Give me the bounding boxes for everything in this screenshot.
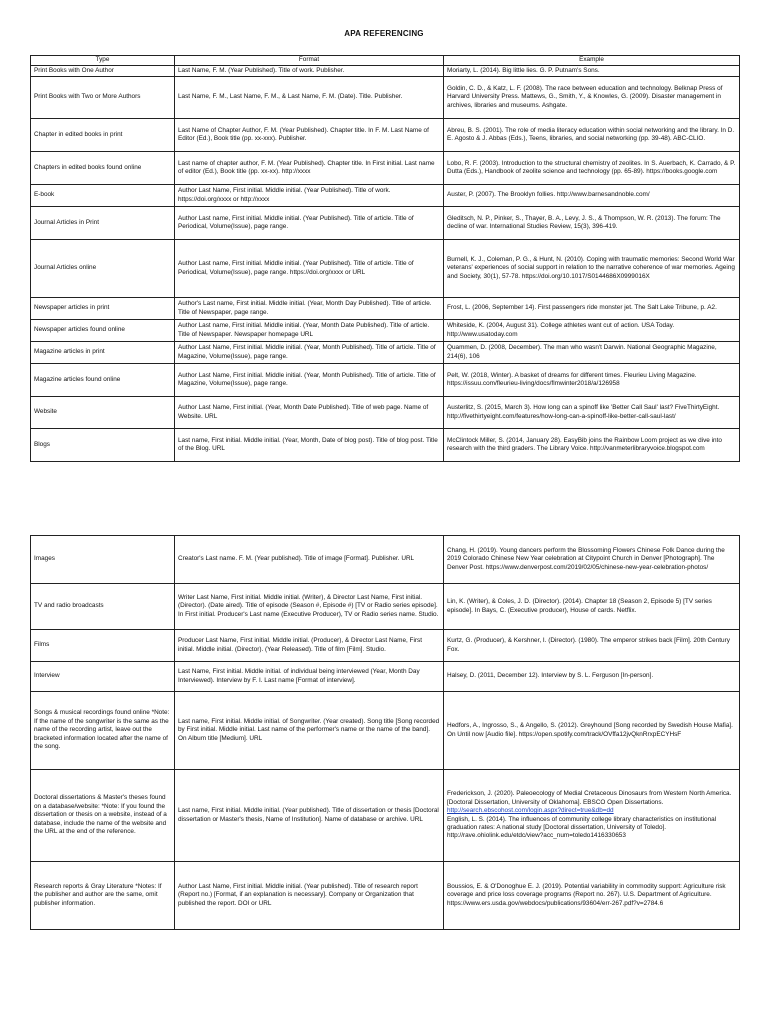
table-row <box>31 630 740 662</box>
table-row <box>31 397 740 429</box>
example-cell: Boussios, E. & O'Donoghue E. J. (2019). Potential variability in commodity support: Agriculture risk coverage and price loss coverage programs (Report no. 267). U.S. Department of Agriculture. https://www.ers.usda.gov/webdocs/publications/93604/err-267.pdf?v=2784.6 <box>444 862 740 930</box>
format-cell: Author Last Name, First initial. Middle initial. (Year published). Title of research report (Report no.) [Format, if an explanation is necessary]. Company or Organization that published the report. DOI or URL <box>175 862 444 930</box>
type-cell: Films <box>31 630 175 662</box>
type-cell: Images <box>31 536 175 584</box>
type-cell: Website <box>31 397 175 429</box>
type-cell: Print Books with Two or More Authors <box>31 77 175 119</box>
example-link[interactable]: http://search.ebscohost.com/login.aspx?direct=true&db=dd <box>447 807 614 815</box>
table-row <box>31 66 740 77</box>
format-cell: Last Name, First initial. Middle initial. of individual being interviewed (Year, Month Day Interviewed). Interview by F. I. Last name [Format of interview]. <box>175 662 444 692</box>
table-row <box>31 584 740 630</box>
example-cell: Goldin, C. D., & Katz, L. F. (2008). The race between education and technology. Belknap Press of Harvard University Press. Mattews, G., Smith, Y., & Knowles, G. (2009). Disaster management in archives, libraries and museums. Ashgate. <box>444 77 740 119</box>
table-row <box>31 770 740 862</box>
example-cell: McClintock Miller, S. (2014, January 28). EasyBib joins the Rainbow Loom project as we dive into research with the third graders. The Library Voice. http://vanmeterlibraryvoice.blogspot.com <box>444 429 740 462</box>
table-row <box>31 320 740 342</box>
type-cell: Print Books with One Author <box>31 66 175 77</box>
format-cell: Author Last Name, First initial. Middle initial. (Year, Month Published). Title of article. Title of Magazine, Volume(Issue), page range. <box>175 342 444 364</box>
example-cell: Hedfors, A., Ingrosso, S., & Angello, S. (2012). Greyhound [Song recorded by Swedish House Mafia]. On Until now [Audio file]. https://open.spotify.com/track/OVffa12jvQknRrxpECYHsF <box>444 692 740 770</box>
table-row <box>31 185 740 207</box>
format-cell: Last Name of Chapter Author, F. M. (Year Published). Chapter title. In F. M. Last Name of Editor (Ed.), Book title (pp. xx-xxx). Publisher. <box>175 119 444 152</box>
table-row <box>31 662 740 692</box>
table-row <box>31 342 740 364</box>
example-cell: Austerlitz, S. (2015, March 3). How long can a spinoff like 'Better Call Saul' last? FiveThirtyEight. http://fivethirtyeight.com/features/how-long-can-a-spinoff-like-better-call-saul-last/ <box>444 397 740 429</box>
table-row <box>31 240 740 298</box>
table-header-row <box>31 56 740 66</box>
example-text: Frederickson, J. (2020). Paleoecology of Medial Cretaceous Dinosaurs from Western North America. [Doctoral Dissertation, University of Oklahoma]. EBSCO Open Dissertations. <box>447 790 732 806</box>
page-title: APA REFERENCING <box>344 29 424 38</box>
format-cell: Author Last name, First initial. Middle initial. (Year, Month Date Published). Title of article. Title of Newspaper. Newspaper homepage URL <box>175 320 444 342</box>
format-cell: Last name of chapter author, F. M. (Year Published). Chapter title. In First initial. Last name of editor (Ed.), Book title (pp. xx-xx). http://xxxx <box>175 152 444 185</box>
example-cell: Abreu, B. S. (2001). The role of media literacy education within social networking and the library. In D. E. Agosto & J. Abbas (Eds.), Teens, libraries, and social networking (pp. 39-48). ABC-CLIO. <box>444 119 740 152</box>
example-cell: Moriarty, L. (2014). Big little lies. G. P. Putnam's Sons. <box>444 66 740 77</box>
type-cell: E-book <box>31 185 175 207</box>
type-cell: Magazine articles found online <box>31 364 175 397</box>
type-cell: Doctoral dissertations & Master's theses found on a database/website: *Note: If you found the dissertation or thesis on a website, instead of a database, include the name of the website and the URL at the end of the reference. <box>31 770 175 862</box>
example-cell: Kurtz, G. (Producer), & Kershner, I. (Director). (1980). The emperor strikes back [Film]. 20th Century Fox. <box>444 630 740 662</box>
example-cell: Burnell, K. J., Coleman, P. G., & Hunt, N. (2010). Coping with traumatic memories: Second World War veterans' experiences of social support in relation to the narrative coherence of war memories. Ageing and Society, 30(1), 57-78. https://doi.org/10.1017/S0144686X0999016X <box>444 240 740 298</box>
type-cell: Journal Articles online <box>31 240 175 298</box>
apa-reference-table-1 <box>30 55 740 462</box>
example-cell: Lin, K. (Writer), & Coles, J. D. (Director). (2014). Chapter 18 (Season 2, Episode 5) [TV series episode]. In Bays, C. (Executive producer), House of cards. Netflix. <box>444 584 740 630</box>
type-cell: Magazine articles in print <box>31 342 175 364</box>
table-row <box>31 429 740 462</box>
format-cell: Author Last name, First initial. Middle initial. (Year Published). Title of article. Title of Periodical, Volume(Issue), page range. <box>175 207 444 240</box>
format-cell: Last name, First initial. Middle initial. (Year published). Title of dissertation or thesis [Doctoral dissertation or Master's thesis, Name of Institution]. Name of database or archive. URL <box>175 770 444 862</box>
table-row <box>31 536 740 584</box>
header-example: Example <box>444 56 740 66</box>
type-cell: TV and radio broadcasts <box>31 584 175 630</box>
example-cell: Auster, P. (2007). The Brooklyn follies. http://www.barnesandnoble.com/ <box>444 185 740 207</box>
table-row <box>31 364 740 397</box>
example-cell: Frost, L. (2006, September 14). First passengers ride monster jet. The Salt Lake Tribune, p. A2. <box>444 298 740 320</box>
header-type: Type <box>31 56 175 66</box>
example-cell: Gleditsch, N. P., Pinker, S., Thayer, B. A., Levy, J. S., & Thompson, W. R. (2013). The forum: The decline of war. International Studies Review, 15(3), 396-419. <box>444 207 740 240</box>
type-cell: Journal Articles in Print <box>31 207 175 240</box>
format-cell: Author Last Name, First initial. Middle initial. (Year, Month Published). Title of article. Title of Magazine, Volume(Issue), page range. <box>175 364 444 397</box>
type-cell: Newspaper articles found online <box>31 320 175 342</box>
example-cell <box>444 770 740 862</box>
example-cell: Whiteside, K. (2004, August 31). College athletes want cut of action. USA Today. http://www.usatoday.com <box>444 320 740 342</box>
example-text: English, L. S. (2014). The influences of community college library characteristics on institutional graduation rates: A national study [Doctoral dissertation, University of Toledo]. http://rave.ohiolink.edu/etdc/view?acc_num=toledo1416330653 <box>447 815 717 840</box>
format-cell: Author Last Name, First initial. Middle initial. (Year Published). Title of work. https://doi.org/xxxx or http://xxxx <box>175 185 444 207</box>
table-row <box>31 862 740 930</box>
example-cell: Chang, H. (2019). Young dancers perform the Blossoming Flowers Chinese Folk Dance during the 2019 Colorado Chinese New Year celebration at Citypoint Church in Denver [Photograph]. The Denver Post. https://www.denverpost.com/2019/02/05/chinese-new-year-celebration-photos/ <box>444 536 740 584</box>
format-cell: Last Name, F. M., Last Name, F. M., & Last Name, F. M. (Date). Title. Publisher. <box>175 77 444 119</box>
type-cell: Interview <box>31 662 175 692</box>
type-cell: Research reports & Gray Literature *Notes: If the publisher and author are the same, omit publisher information. <box>31 862 175 930</box>
table-row <box>31 119 740 152</box>
example-cell: Pelt, W. (2018, Winter). A basket of dreams for different times. Fleurieu Living Magazine. https://issuu.com/fleurieu-living/docs/flmwinter2018/a/126958 <box>444 364 740 397</box>
type-cell: Chapter in edited books in print <box>31 119 175 152</box>
table-row <box>31 298 740 320</box>
format-cell: Author Last name, First initial. Middle initial. (Year Published). Title of article. Title of Periodical, Volume(Issue), page range. https://doi.org/xxxx or URL <box>175 240 444 298</box>
format-cell: Last name, First initial. Middle initial. (Year, Month, Date of blog post). Title of blog post. Title of the Blog. URL <box>175 429 444 462</box>
type-cell: Chapters in edited books found online <box>31 152 175 185</box>
header-format: Format <box>175 56 444 66</box>
format-cell: Last Name, F. M. (Year Published). Title of work. Publisher. <box>175 66 444 77</box>
table-row <box>31 692 740 770</box>
format-cell: Author's Last name, First initial. Middle initial. (Year, Month Day Published). Title of article. Title of Newspaper, page range. <box>175 298 444 320</box>
format-cell: Writer Last Name, First initial. Middle initial. (Writer), & Director Last Name, First initial. (Director). (Date aired). Title of episode (Season #, Episode #) [TV or Radio series episode]. In First initial. Producer's Last name (Executive Producer), TV or Radio series name. Studio. <box>175 584 444 630</box>
format-cell: Author Last Name, First initial. (Year, Month Date Published). Title of web page. Name of Website. URL <box>175 397 444 429</box>
table-row <box>31 152 740 185</box>
type-cell: Blogs <box>31 429 175 462</box>
type-cell: Newspaper articles in print <box>31 298 175 320</box>
apa-reference-table-2 <box>30 535 740 930</box>
format-cell: Producer Last Name, First initial. Middle initial. (Producer), & Director Last Name, First initial. Middle initial. (Director). (Year Released). Title of film [Film]. Studio. <box>175 630 444 662</box>
example-cell: Halsey, D. (2011, December 12). Interview by S. L. Ferguson [In-person]. <box>444 662 740 692</box>
example-cell: Lobo, R. F. (2003). Introduction to the structural chemistry of zeolites. In S. Auerbach, K. Carrado, & P. Dutta (Eds.), Handbook of zeolite science and technology (pp. 65-89). https://books.google.com <box>444 152 740 185</box>
example-cell: Quammen, D. (2008, December). The man who wasn't Darwin. National Geographic Magazine, 214(6), 106 <box>444 342 740 364</box>
format-cell: Creator's Last name. F. M. (Year published). Title of image [Format]. Publisher. URL <box>175 536 444 584</box>
table-row <box>31 207 740 240</box>
type-cell: Songs & musical recordings found online *Note: If the name of the songwriter is the same as the name of the recording artist, leave out the bracketed information located after the name of the song. <box>31 692 175 770</box>
table-row <box>31 77 740 119</box>
format-cell: Last name, First initial. Middle initial. of Songwriter. (Year created). Song title [Song recorded by First initial. Middle initial. Last name of the performer's name or the name of the band]. On Album title [Medium]. URL <box>175 692 444 770</box>
